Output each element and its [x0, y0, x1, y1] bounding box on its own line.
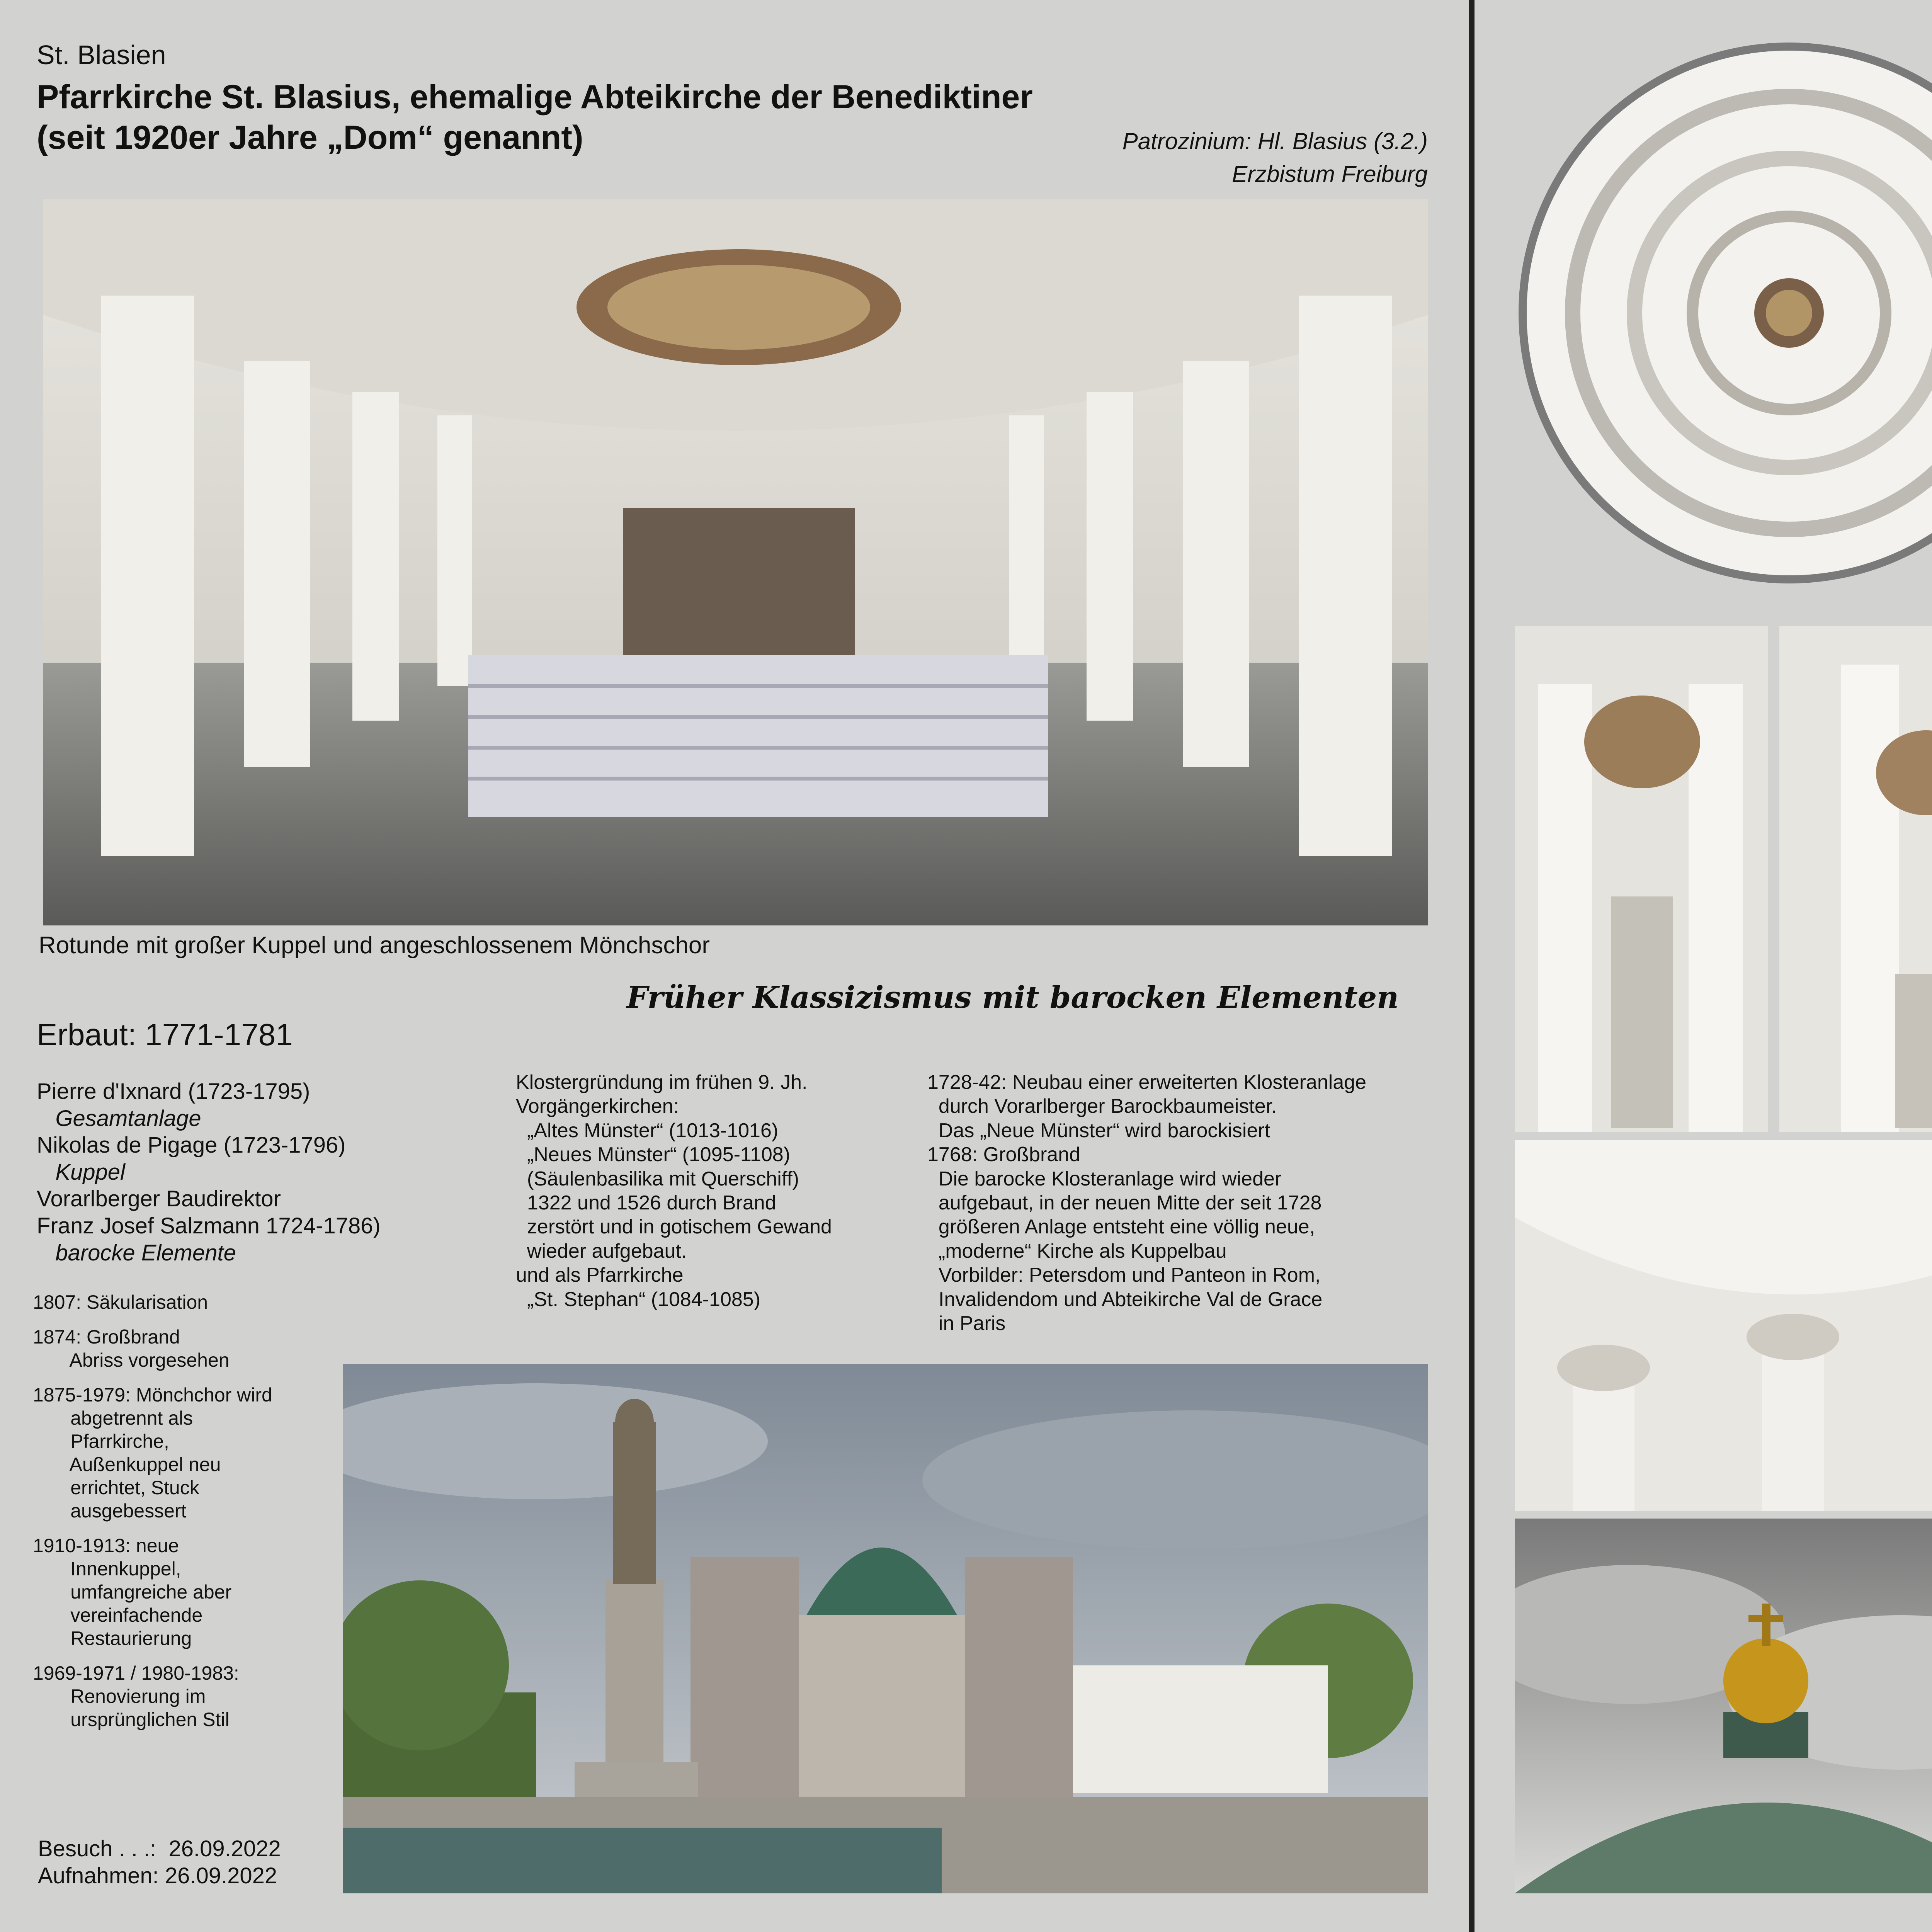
history-line: zerstört und in gotischem Gewand — [516, 1216, 832, 1238]
timeline-line: ausgebessert — [33, 1500, 187, 1522]
interior-columns-photo-2 — [1779, 626, 1932, 1132]
outer-dome-photo — [1515, 1519, 1932, 1893]
timeline-line: 1969-1971 / 1980-1983: — [33, 1662, 239, 1684]
history-line: „Altes Münster“ (1013-1016) — [516, 1119, 779, 1142]
history-line: und als Pfarrkirche — [516, 1264, 684, 1287]
dome-photo-1 — [1519, 43, 1932, 583]
history-line: Klostergründung im frühen 9. Jh. — [516, 1071, 808, 1094]
timeline-line: abgetrennt als — [33, 1407, 193, 1429]
history-column-1 — [516, 1070, 832, 1311]
history-line: 1768: Großbrand — [927, 1143, 1081, 1166]
history-line: „moderne“ Kirche als Kuppelbau — [927, 1240, 1227, 1262]
history-line: aufgebaut, in der neuen Mitte der seit 1728 — [927, 1191, 1322, 1214]
timeline-line: 1807: Säkularisation — [33, 1291, 208, 1313]
timeline-line: umfangreiche aber — [33, 1581, 232, 1603]
exterior-church-photo — [343, 1364, 1428, 1893]
architect-line: barocke Elemente — [37, 1240, 236, 1265]
history-line: wieder aufgebaut. — [516, 1240, 687, 1262]
history-line: Invalidendom und Abteikirche Val de Grace — [927, 1288, 1323, 1311]
timeline-line: Renovierung im — [33, 1685, 206, 1707]
bistum: Erzbistum Freiburg — [1232, 161, 1428, 187]
history-line: 1322 und 1526 durch Brand — [516, 1191, 776, 1214]
interior-columns-photo-1 — [1515, 626, 1768, 1132]
history-line: (Säulenbasilika mit Querschiff) — [516, 1167, 799, 1190]
timeline-line: vereinfachende — [33, 1604, 203, 1626]
architect-line: Vorarlberger Baudirektor — [37, 1186, 281, 1212]
architect-line: Pierre d'Ixnard (1723-1795) — [37, 1079, 310, 1104]
right-page — [1476, 0, 1932, 1932]
history-line: 1728-42: Neubau einer erweiterten Klosteranlage — [927, 1071, 1367, 1094]
timeline-line: Pfarrkirche, — [33, 1430, 169, 1452]
timeline-line: 1874: Großbrand — [33, 1326, 180, 1348]
page-divider — [1469, 0, 1475, 1932]
timeline-line: Außenkuppel neu — [33, 1454, 221, 1475]
aufnahmen-date: Aufnahmen: 26.09.2022 — [38, 1863, 277, 1888]
history-line: Vorbilder: Petersdom und Panteon in Rom, — [927, 1264, 1321, 1287]
timeline-line: errichtet, Stuck — [33, 1477, 199, 1498]
history-line: Vorgängerkirchen: — [516, 1095, 679, 1118]
history-column-2 — [927, 1070, 1366, 1335]
panorama-caption: Rotunde mit großer Kuppel und angeschlossenem Mönchschor — [39, 932, 710, 959]
history-line: Das „Neue Münster“ wird barockisiert — [927, 1119, 1270, 1142]
history-line: größeren Anlage entsteht eine völlig neue, — [927, 1216, 1315, 1238]
timeline — [33, 1291, 272, 1731]
architect-line: Franz Josef Salzmann 1724-1786) — [37, 1213, 381, 1238]
page-subtitle: (seit 1920er Jahre „Dom“ genannt) — [37, 119, 583, 156]
timeline-line: 1875-1979: Mönchchor wird — [33, 1384, 272, 1406]
architect-line: Nikolas de Pigage (1723-1796) — [37, 1133, 346, 1158]
patrozinium: Patrozinium: Hl. Blasius (3.2.) — [1122, 128, 1428, 154]
history-line: „St. Stephan“ (1084-1085) — [516, 1288, 761, 1311]
timeline-entry — [33, 1291, 272, 1314]
panorama-interior-photo — [43, 199, 1428, 925]
architect-line: Gesamtanlage — [37, 1105, 201, 1131]
capitals-photo — [1515, 1140, 1932, 1511]
architects-list — [37, 1078, 381, 1266]
timeline-line: ursprünglichen Stil — [33, 1709, 230, 1730]
architect-line: Kuppel — [37, 1159, 125, 1185]
timeline-line: Abriss vorgesehen — [33, 1349, 230, 1371]
place-name: St. Blasien — [37, 40, 166, 70]
page-title: Pfarrkirche St. Blasius, ehemalige Abteikirche der Benediktiner — [37, 78, 1033, 116]
timeline-line: Restaurierung — [33, 1628, 192, 1649]
history-line: „Neues Münster“ (1095-1108) — [516, 1143, 791, 1166]
timeline-entry — [33, 1534, 272, 1650]
style-heading: Früher Klassizismus mit barocken Elementen — [626, 980, 1399, 1015]
timeline-entry — [33, 1662, 272, 1731]
timeline-entry — [33, 1383, 272, 1522]
history-line: durch Vorarlberger Barockbaumeister. — [927, 1095, 1277, 1118]
timeline-entry — [33, 1325, 272, 1372]
timeline-line: 1910-1913: neue — [33, 1535, 179, 1556]
besuch-date: Besuch . . .: 26.09.2022 — [38, 1836, 281, 1861]
erbaut-label: Erbaut: 1771-1781 — [37, 1017, 293, 1052]
history-line: Die barocke Klosteranlage wird wieder — [927, 1167, 1282, 1190]
timeline-line: Innenkuppel, — [33, 1558, 181, 1580]
history-line: in Paris — [927, 1312, 1006, 1335]
